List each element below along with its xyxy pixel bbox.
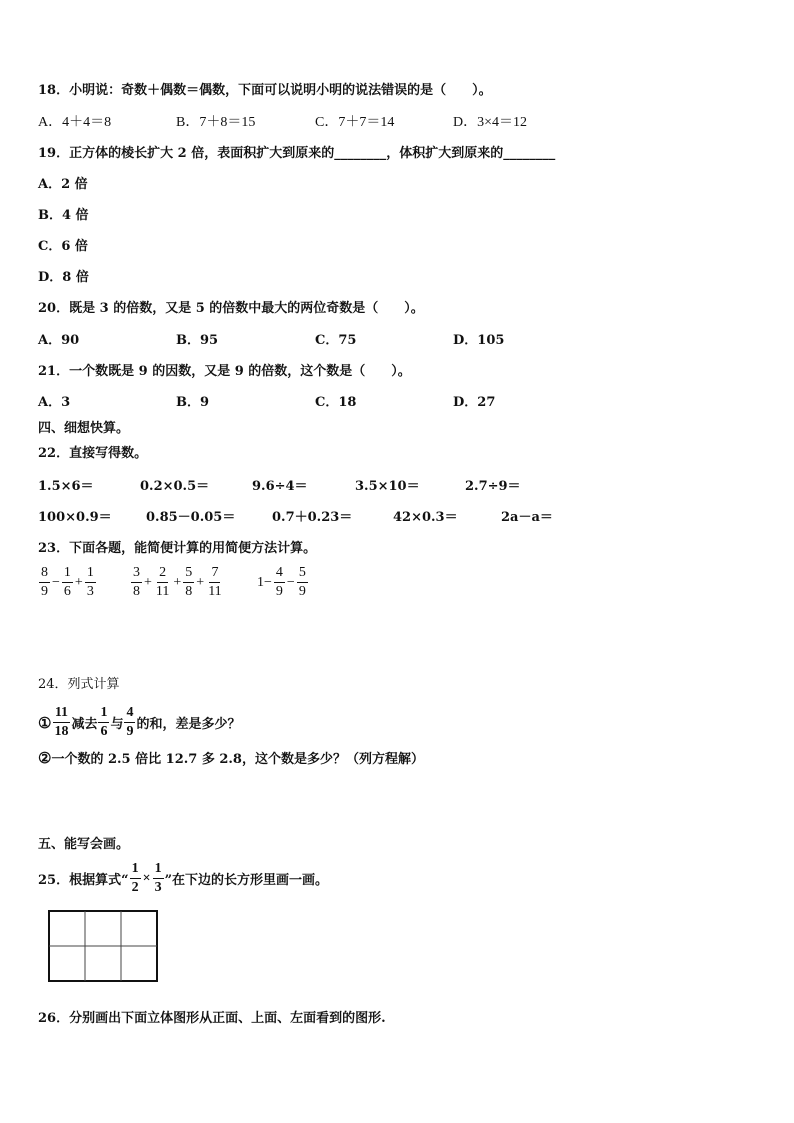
q20-stem: 20．既是 3 的倍数，又是 5 的倍数中最大的两位奇数是（ ）。	[38, 301, 424, 316]
q24-part-1: ① $\frac{11}{18}$ 减去 $\frac{1}{6}$ 与 $\frac{4}{9}$ 的和，差是多少？	[38, 705, 241, 739]
q18-option-b[interactable]: B．7＋8＝15	[176, 115, 256, 130]
fraction: $\frac{8}{9}$	[41, 565, 48, 599]
drawing-rectangle[interactable]	[48, 910, 160, 988]
q22-r2-item-1: 100×0.9＝	[38, 510, 112, 525]
q22-r1-item-5: 2.7÷9＝	[465, 479, 521, 494]
q20-option-d[interactable]: D．105	[453, 333, 505, 348]
fraction: $\frac{1}{2}$	[131, 861, 139, 895]
q18-option-a[interactable]: A．4＋4＝8	[38, 115, 112, 130]
q22-r2-item-2: 0.85－0.05＝	[146, 510, 236, 525]
fraction: $\frac{2}{11}$	[155, 565, 170, 599]
q18-stem: 18．小明说：奇数＋偶数＝偶数，下面可以说明小明的说法错误的是（ ）。	[38, 83, 492, 98]
q19-stem: 19．正方体的棱长扩大 2 倍，表面积扩大到原来的________，体积扩大到原来的________	[38, 146, 556, 161]
q18-option-c[interactable]: C．7＋7＝14	[315, 115, 395, 130]
q22-stem: 22．直接写得数。	[38, 446, 148, 461]
q21-option-c[interactable]: C．18	[315, 395, 357, 410]
q19-option-b[interactable]: B．4 倍	[38, 208, 89, 223]
q22-r2-item-3: 0.7＋0.23＝	[272, 510, 353, 525]
q20-option-b[interactable]: B．95	[176, 333, 219, 348]
fraction: $\frac{7}{11}$	[208, 565, 222, 599]
q19-option-c[interactable]: C．6 倍	[38, 239, 88, 254]
circled-marker: ②	[38, 748, 52, 767]
q23-expression-1: $\frac{8}{9}$ − $\frac{1}{6}$ + $\frac{1}{3}$	[41, 565, 94, 599]
q23-stem: 23．下面各题，能简便计算的用简便方法计算。	[38, 541, 317, 556]
fraction: $\frac{5}{8}$	[185, 565, 193, 599]
q18-option-d[interactable]: D．3×4＝12	[453, 115, 528, 130]
q25-stem: 25．根据算式“ $\frac{1}{2}$ × $\frac{1}{3}$ ”在下边的长方形里画一画。	[38, 861, 329, 895]
section-4-heading: 四、细想快算。	[38, 421, 130, 436]
q22-r1-item-1: 1.5×6＝	[38, 479, 94, 494]
q24-stem: 24．列式计算	[38, 677, 120, 692]
q19-option-a[interactable]: A．2 倍	[38, 177, 88, 192]
fraction: $\frac{3}{8}$	[133, 565, 140, 599]
q20-option-a[interactable]: A．90	[38, 333, 80, 348]
q21-option-a[interactable]: A．3	[38, 395, 71, 410]
fraction: $\frac{1}{6}$	[100, 705, 108, 739]
rectangle-grid-figure	[48, 910, 160, 984]
q22-r2-item-5: 2a－a＝	[501, 510, 553, 525]
fraction: $\frac{5}{9}$	[298, 565, 306, 599]
q21-option-b[interactable]: B．9	[176, 395, 210, 410]
fraction: $\frac{1}{6}$	[63, 565, 71, 599]
q23-expression-3: 1− $\frac{4}{9}$ − $\frac{5}{9}$	[257, 565, 306, 599]
q22-r2-item-4: 42×0.3＝	[393, 510, 458, 525]
fraction: $\frac{1}{3}$	[154, 861, 162, 895]
q22-r1-item-2: 0.2×0.5＝	[140, 479, 210, 494]
circled-marker: ①	[38, 713, 52, 732]
q23-expression-2: $\frac{3}{8}$ + $\frac{2}{11}$ + $\frac{5}{8}$ + $\frac{7}{11}$	[133, 565, 222, 599]
q22-r1-item-4: 3.5×10＝	[355, 479, 420, 494]
q21-option-d[interactable]: D．27	[453, 395, 496, 410]
fraction: $\frac{1}{3}$	[86, 565, 94, 599]
q24-part-2: ② 一个数的 2.5 倍比 12.7 多 2.8，这个数是多少？（列方程解）	[38, 748, 424, 767]
q26-stem: 26．分别画出下面立体图形从正面、上面、左面看到的图形.	[38, 1011, 386, 1026]
q21-stem: 21．一个数既是 9 的因数，又是 9 的倍数，这个数是（ ）。	[38, 364, 411, 379]
fraction: $\frac{11}{18}$	[54, 705, 69, 739]
section-5-heading: 五、能写会画。	[38, 837, 130, 852]
fraction: $\frac{4}{9}$	[126, 705, 134, 739]
fraction: $\frac{4}{9}$	[275, 565, 283, 599]
q20-option-c[interactable]: C．75	[315, 333, 357, 348]
q22-r1-item-3: 9.6÷4＝	[252, 479, 308, 494]
q19-option-d[interactable]: D．8 倍	[38, 270, 89, 285]
